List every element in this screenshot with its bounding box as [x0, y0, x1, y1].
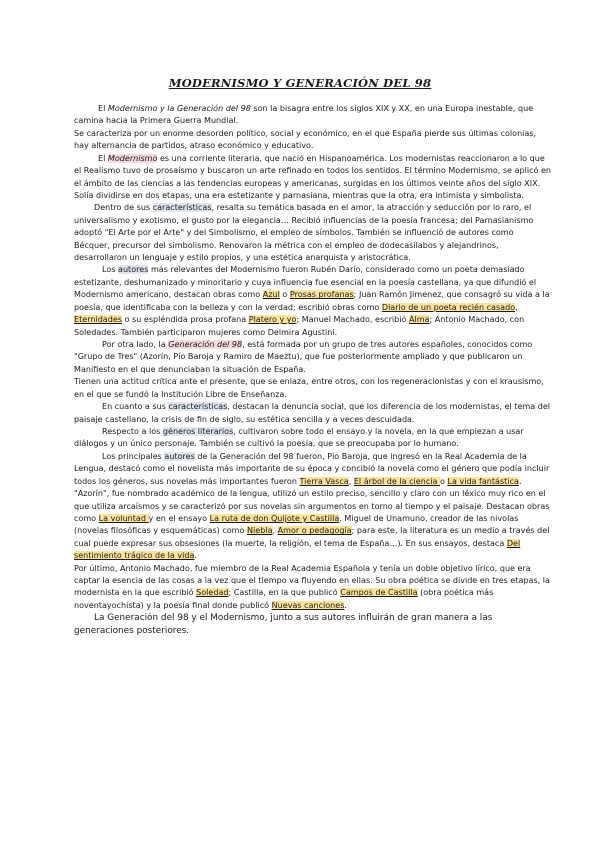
- highlighted-keyword: características: [152, 203, 212, 213]
- paragraph-generacion98: [74, 339, 552, 376]
- paragraph-modernismo-authors: [74, 264, 552, 339]
- text: ,: [272, 526, 278, 536]
- highlighted-keyword: características: [168, 402, 228, 412]
- text: Por último, Antonio Machado, fue miembro de la Real Academia Española y tenía un doble objetivo lírico, que era captar la esencia de las cosas a la vez que el tiempo va fluyendo en ellas. Su obra poética se divide en tres etapas, la modernista en la que escribió: [74, 563, 550, 598]
- text: , destacan la denuncia social, que los diferencia de los modernistas, el tema del paisaje castellano, la crisis de fin de siglo, su estética sencilla y a veces descuidada.: [74, 402, 551, 424]
- highlighted-term: Modernismo: [107, 153, 158, 163]
- text: Dentro de sus: [94, 203, 153, 213]
- work-title: La vida fantástica: [447, 476, 519, 486]
- text: ; Castilla, en la que publicó: [228, 588, 341, 598]
- text: son la bisagra entre los siglos XIX y XX, en una Europa inestable, que camina hacia la Primera Guerra Mundial.: [74, 104, 534, 126]
- work-title: Amor o pedagogía: [277, 526, 352, 536]
- text: Los: [102, 265, 119, 275]
- text: ; para este, la literatura es un medio a través del cual puede expresar sus obsesiones (la muerte, la religión, el tema de España…). En sus ensayos, destaca: [74, 526, 550, 548]
- text: , está formada por un grupo de tres autores españoles, conocidos como "Grupo de Tres" (Azorín, Pío Baroja y Ramiro de Maeztu), que fue posteriormente ampliado y que publicaron un Manifiesto en el que denunciaban la situación de España.: [74, 340, 533, 374]
- highlighted-keyword: géneros literarios: [162, 426, 234, 436]
- work-title: La voluntad: [98, 513, 149, 523]
- text: .: [344, 600, 347, 610]
- document-body: [74, 103, 552, 638]
- paragraph-conclusion: La Generación del 98 y el Modernismo, junto a sus autores influirán de gran manera a las generaciones posteriores.: [74, 613, 493, 637]
- highlighted-keyword: autores: [164, 451, 195, 461]
- highlighted-keyword: autores: [118, 265, 149, 275]
- paragraph-modernismo-features: [74, 202, 552, 264]
- text: o: [279, 290, 290, 300]
- text: ; Manuel Machado, escribió: [296, 315, 409, 325]
- text: más relevantes del Modernismo fueron Rubén Darío, considerado como un poeta demasiado estetizante, deshumanizado y minoritario y cuya influencia fue esencial en la poesía castellana, ya que difundió el Modernismo americano, destacan obras como: [74, 265, 537, 300]
- text: En cuanto a sus: [102, 402, 169, 412]
- work-title: El árbol de la ciencia: [353, 476, 440, 486]
- text: . Miguel de Unamuno, creador de las nivolas (novelas filosóficas y esquemáticas) como: [74, 513, 519, 536]
- paragraph-modernismo: [74, 153, 552, 203]
- work-title: Eternidades: [74, 315, 122, 325]
- work-title: Prosas profanas: [289, 290, 354, 300]
- text: , resalta su temática basada en el amor, la atracción y seducción por lo raro, el universalismo y exotismo, el gusto por la elegancia… Recibió influencias de la poesía francesa; del Parnasianismo adoptó "El Arte por el Arte" y del Simbolismo, el empleo de símbolos. También se influenció de autores como Bécquer, precursor del simbolismo. Renovaron la métrica con el empleo de dodecasílabos y alejandrinos, desarrollaron un lenguaje y estilo propios, y una estética anarquista y aristocrática.: [74, 203, 534, 263]
- text: .: [194, 551, 197, 561]
- work-title: Azul: [262, 290, 280, 300]
- text: ; Antonio Machado, con Soledades. También participaron mujeres como Delmira Agustini.: [74, 315, 525, 337]
- highlighted-term: Generación del 98: [168, 340, 243, 350]
- work-title: La ruta de don Quijote y Castilla: [209, 513, 340, 523]
- text: Por otra lado, la: [102, 340, 169, 350]
- paragraph-literary-genres: [74, 426, 552, 451]
- text: . "Azorín", fue nombrado académico de la lengua, utilizó un estilo preciso, sencillo y claro con un léxico muy rico en el que utiliza arcaísmos y se caracterizó por sus novelas sin argumentos en torno al tiempo y el paisaje. Destacan obras como: [74, 476, 550, 523]
- emphasis-term: Modernismo y la Generación del 98: [107, 104, 251, 113]
- work-title: Diario de un poeta recién casado: [381, 302, 516, 312]
- paragraph-generacion98-authors: [74, 451, 552, 563]
- text: El: [98, 153, 108, 163]
- paragraph-context: Se caracteriza por un enorme desorden político, social y económico, en el que España pierde sus últimas colonias, hay alternancia de partidos, atraso económico y educativo.: [74, 128, 537, 151]
- text: Respecto a los: [102, 426, 163, 436]
- text: ,: [515, 302, 518, 312]
- paragraph-critical-attitude: Tienen una actitud crítica ante el presente, que se enlaza, entre otros, con los regeneracionistas y con el krausismo, en el que se fundó la Institución Libre de Enseñanza.: [74, 377, 544, 399]
- work-title: Alma: [408, 315, 430, 325]
- work-title: Tierra Vasca: [299, 476, 349, 486]
- text: o su espléndida prosa profana: [121, 315, 249, 325]
- work-title: Platero y yo: [248, 315, 297, 325]
- work-title: Del sentimiento trágico de la vida: [74, 538, 521, 561]
- work-title: Nuevas canciones: [271, 600, 345, 610]
- text: El: [98, 104, 108, 113]
- text: o: [439, 476, 448, 486]
- text: es una corriente literaria, que nació en Hispanoamérica. Los modernistas reaccionaron a lo que el Realismo tuvo de prosaísmo y buscaron un arte refinado en todos los sentidos. El término Modernismo, se aplicó en el ámbito de las ciencias a las tendencias europeas y americanas, surgidas en los últimos veinte años del siglo XIX. Solía dividirse en dos etapas, una era estetizante y parnasiana, mientras que la otra, era intimista y simbolista.: [74, 153, 552, 200]
- work-title: Campos de Castilla: [340, 588, 418, 598]
- text: de la Generación del 98 fueron, Pío Baroja, que ingresó en la Real Academia de la Lengua, destacó como el novelista más importante de su época y concibió la novela como el género que podía incluir todos los géneros, sus novelas más importantes fueron: [74, 451, 550, 486]
- text: Los principales: [102, 451, 165, 461]
- document-title: MODERNISMO Y GENERACIÓN DEL 98: [168, 76, 432, 90]
- paragraph-generacion98-features: [74, 401, 552, 426]
- text: , cultivaron sobre todo el ensayo y la novela, en la que empiezan a usar diálogos y un único personaje. También se cultivó la poesía, que se preocupaba por lo humano.: [74, 426, 524, 449]
- text: y en el ensayo: [148, 513, 210, 523]
- paragraph-intro: [74, 103, 552, 128]
- paragraph-antonio-machado: [74, 563, 552, 613]
- text: (obra poética más noventayochista) y la poesía final donde publicó: [74, 588, 494, 610]
- text: ; Juan Ramón Jimenez, que consagró su vida a la poesía, que identificaba con la belleza y con la verdad; escribió obras como: [74, 290, 550, 312]
- work-title: Niebla: [247, 526, 273, 536]
- work-title: Soledad: [196, 588, 229, 598]
- text: ,: [348, 476, 354, 486]
